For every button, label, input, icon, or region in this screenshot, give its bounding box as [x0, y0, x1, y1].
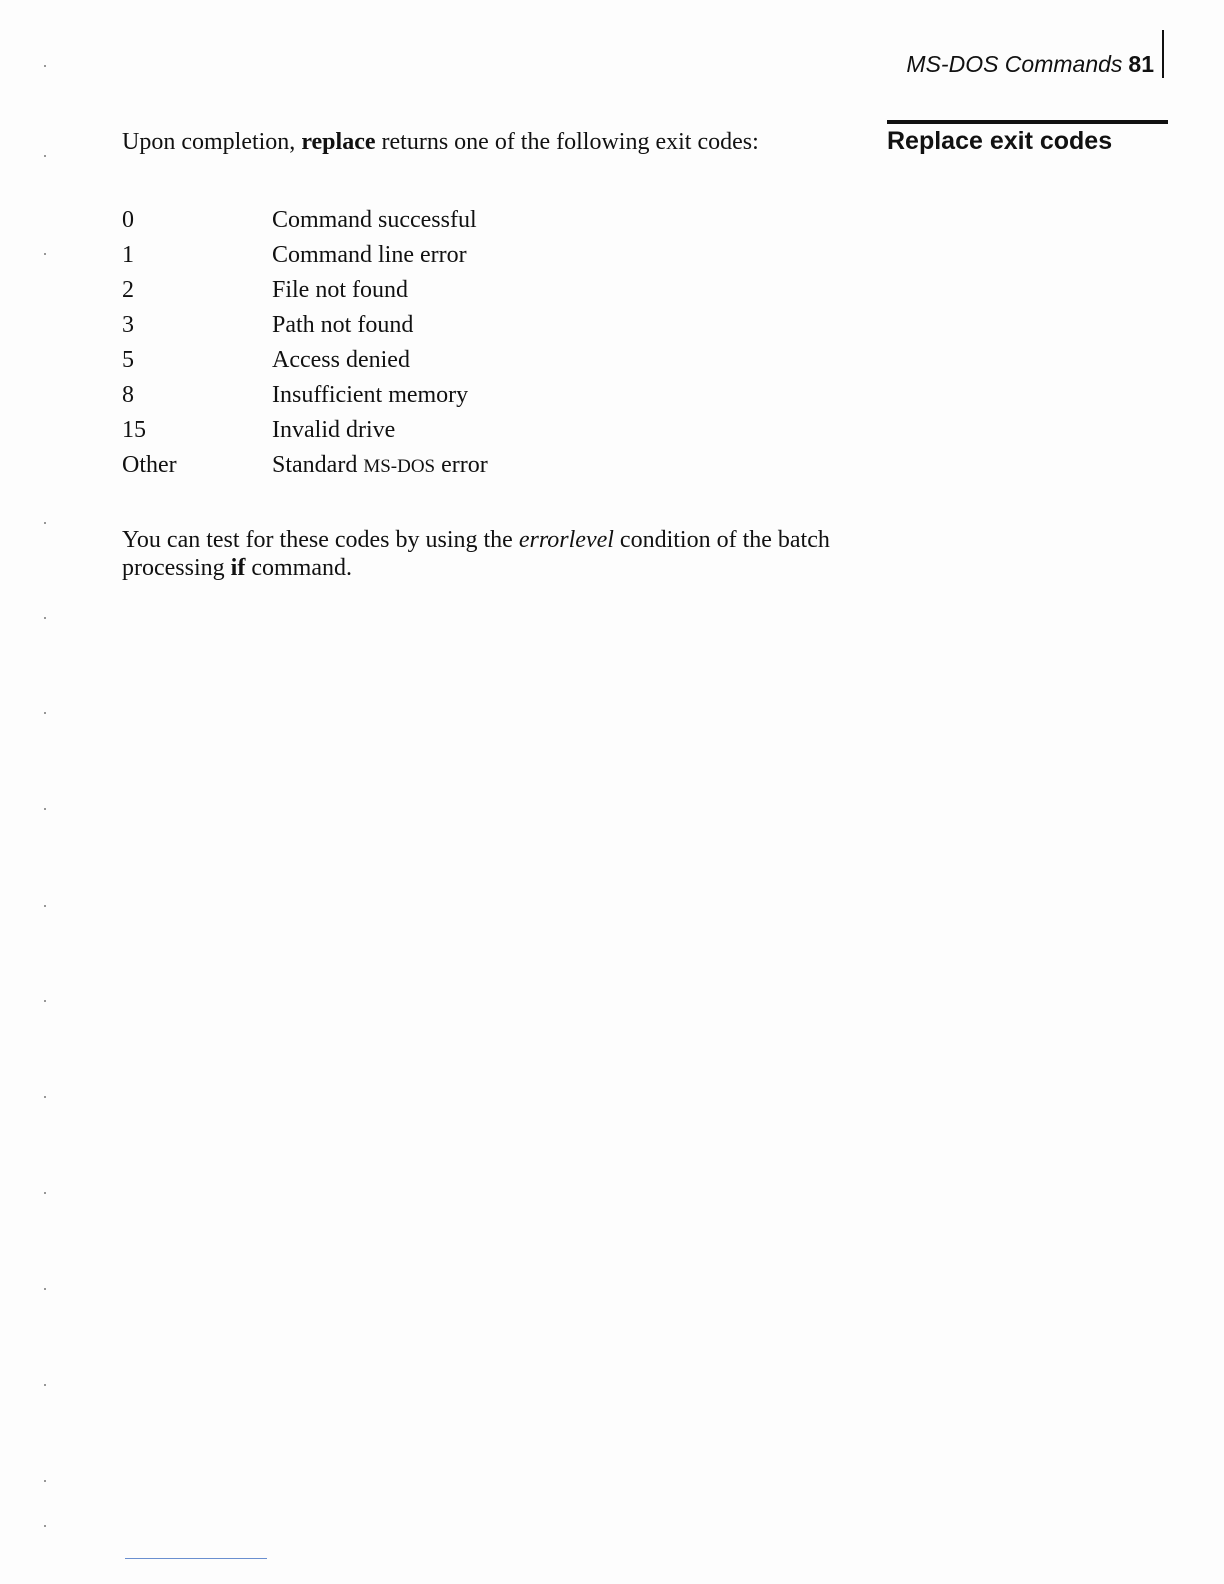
table-row [122, 238, 488, 273]
replace-command: replace [301, 129, 376, 155]
exit-code: Other [122, 452, 177, 478]
margin-speck [44, 253, 46, 255]
errorlevel-term: errorlevel [518, 527, 614, 553]
exit-code: 0 [122, 207, 134, 233]
exit-code-meaning [272, 448, 488, 483]
intro-text-after: returns one of the following exit codes: [375, 129, 759, 155]
margin-speck [44, 1288, 46, 1290]
exit-code-meaning: Command successful [272, 207, 477, 233]
table-row [122, 308, 488, 343]
exit-code: 8 [122, 382, 134, 408]
margin-speck [44, 1000, 46, 1002]
table-row [122, 448, 488, 483]
outro-part2: condition of the batch processing [122, 527, 830, 581]
margin-speck [44, 1525, 46, 1527]
outro-part3: command. [245, 555, 352, 581]
exit-code: 5 [122, 347, 134, 373]
table-row [122, 343, 488, 378]
table-row [122, 273, 488, 308]
exit-code: 3 [122, 312, 134, 338]
margin-speck [44, 1384, 46, 1386]
exit-code: 1 [122, 242, 134, 268]
margin-speck [44, 617, 46, 619]
ms-dos-smallcaps: MS-DOS [363, 456, 436, 477]
margin-speck [44, 712, 46, 714]
page-number: 81 [1128, 51, 1154, 77]
exit-code: 15 [122, 417, 146, 443]
exit-code-meaning: File not found [272, 277, 408, 303]
outro-part1: You can test for these codes by using the [122, 527, 519, 553]
margin-speck [44, 522, 46, 524]
intro-paragraph [122, 128, 812, 156]
intro-text-before: Upon completion, [122, 129, 302, 155]
margin-speck [44, 905, 46, 907]
table-row [122, 413, 488, 448]
exit-code-meaning: Invalid drive [272, 417, 396, 443]
margin-heading-rule [887, 120, 1168, 124]
exit-code-meaning: Command line error [272, 242, 467, 268]
margin-heading: Replace exit codes [887, 127, 1113, 155]
exit-code-meaning: Access denied [272, 347, 410, 373]
margin-speck [44, 1096, 46, 1098]
header-rule [1162, 30, 1164, 78]
errorlevel-paragraph [122, 526, 852, 582]
table-row [122, 203, 488, 238]
margin-speck [44, 1480, 46, 1482]
meaning-before: Standard [272, 452, 364, 478]
meaning-after: error [435, 452, 488, 478]
margin-speck [44, 65, 46, 67]
margin-speck [44, 808, 46, 810]
exit-code-meaning: Path not found [272, 312, 414, 338]
running-header [906, 48, 1154, 80]
exit-codes-table [122, 203, 488, 483]
exit-code-meaning: Insufficient memory [272, 382, 469, 408]
if-command: if [230, 555, 246, 581]
table-row [122, 378, 488, 413]
margin-speck [44, 1192, 46, 1194]
bottom-line [125, 1558, 267, 1559]
header-title: MS-DOS Commands [906, 51, 1123, 77]
margin-speck [44, 155, 46, 157]
exit-code: 2 [122, 277, 134, 303]
